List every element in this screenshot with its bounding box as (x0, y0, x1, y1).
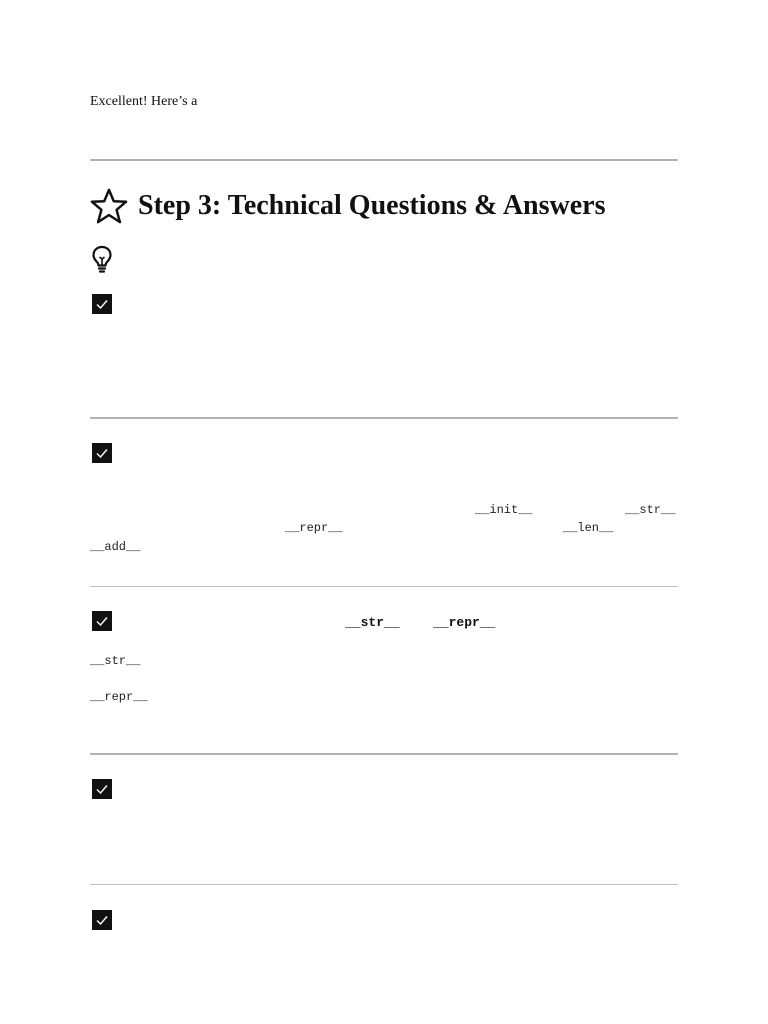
code-term: __str__ (90, 654, 141, 668)
code-term: __str__ (625, 503, 676, 517)
checked-checkbox-icon (92, 779, 112, 799)
section-heading (90, 186, 606, 226)
code-term: __len__ (563, 521, 614, 535)
checked-checkbox-icon (92, 443, 112, 463)
code-term: __repr__ (285, 521, 343, 535)
code-term: __init__ (475, 503, 533, 517)
divider (90, 586, 678, 587)
section-title: Step 3: Technical Questions & Answers (138, 190, 606, 221)
intro-text: Excellent! Here’s a (90, 94, 198, 109)
code-term: __add__ (90, 540, 141, 554)
checked-checkbox-icon (92, 294, 112, 314)
code-term: __repr__ (433, 615, 496, 630)
code-term: __repr__ (90, 690, 148, 704)
checked-checkbox-icon (92, 611, 112, 631)
star-icon (90, 187, 128, 225)
code-term: __str__ (345, 615, 400, 630)
divider (90, 417, 678, 419)
checked-checkbox-icon (92, 910, 112, 930)
divider (90, 159, 678, 161)
divider (90, 884, 678, 885)
divider (90, 753, 678, 755)
lightbulb-icon (90, 244, 114, 274)
